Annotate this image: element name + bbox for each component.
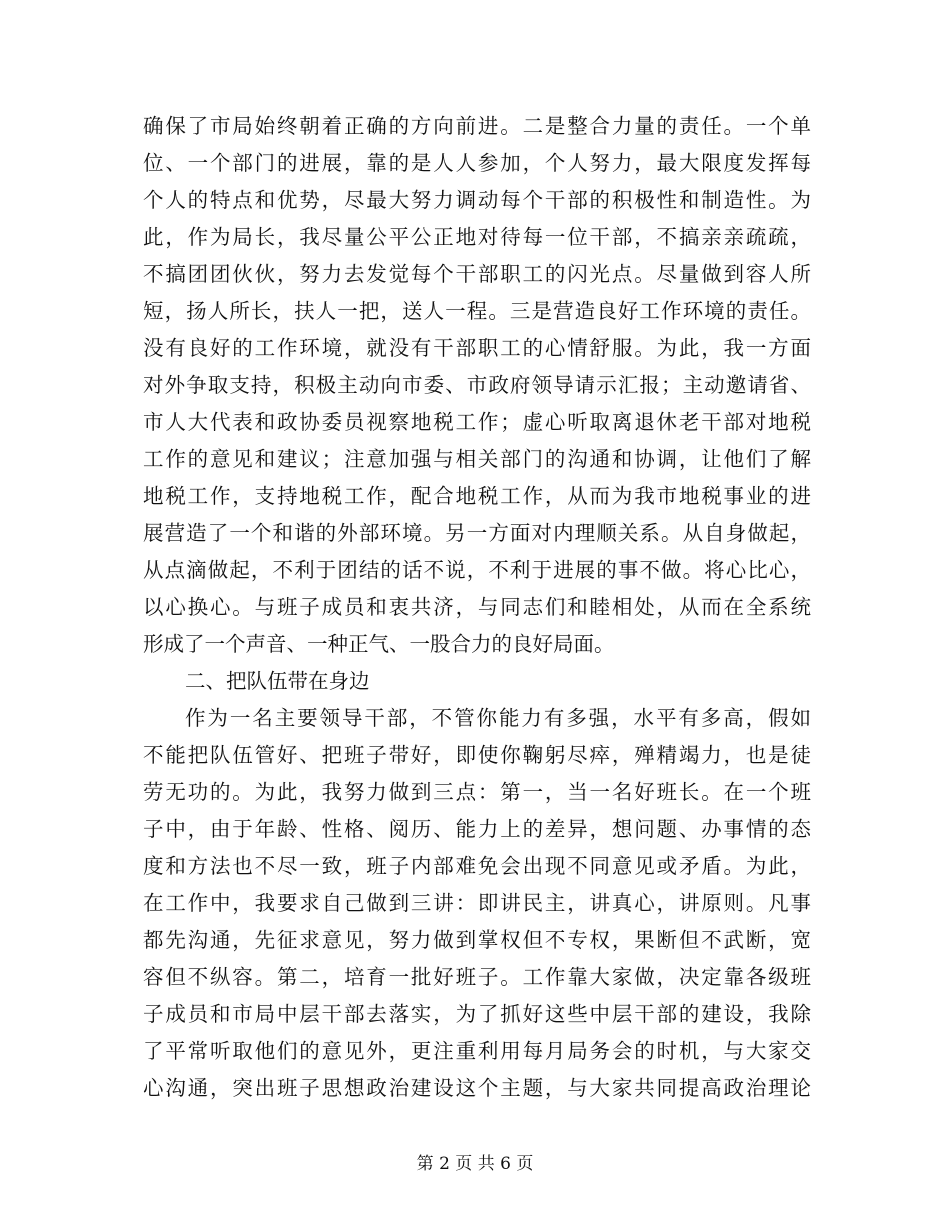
text-line-13: 从点滴做起，不利于团结的话不说，不利于进展的事不做。将心比心， xyxy=(143,558,811,582)
text-line-14: 以心换心。与班子成员和衷共济，与同志们和睦相处，从而在全系统 xyxy=(143,595,811,619)
text-line-7: 没有良好的工作环境，就没有干部职工的心情舒服。为此，我一方面 xyxy=(143,336,811,360)
text-line-22: 在工作中，我要求自己做到三讲：即讲民主，讲真心，讲原则。凡事 xyxy=(143,891,811,915)
body-text xyxy=(143,108,811,1107)
text-line-2: 位、一个部门的进展，靠的是人人参加，个人努力，最大限度发挥每 xyxy=(143,151,811,175)
page-footer: 第 2 页 共 6 页 xyxy=(416,1154,534,1174)
text-line-1: 确保了市局始终朝着正确的方向前进。二是整合力量的责任。一个单 xyxy=(143,114,811,138)
text-line-26: 了平常听取他们的意见外，更注重利用每月局务会的时机，与大家交 xyxy=(143,1039,811,1063)
text-line-24: 容但不纵容。第二，培育一批好班子。工作靠大家做，决定靠各级班 xyxy=(143,965,811,989)
text-line-12: 展营造了一个和谐的外部环境。另一方面对内理顺关系。从自身做起， xyxy=(143,521,811,545)
section-heading: 二、把队伍带在身边 xyxy=(185,669,370,693)
text-line-21: 度和方法也不尽一致，班子内部难免会出现不同意见或矛盾。为此， xyxy=(143,854,811,878)
text-line-27: 心沟通，突出班子思想政治建设这个主题，与大家共同提高政治理论 xyxy=(143,1076,811,1100)
text-line-23: 都先沟通，先征求意见，努力做到掌权但不专权，果断但不武断，宽 xyxy=(143,928,811,952)
text-line-25: 子成员和市局中层干部去落实，为了抓好这些中层干部的建设，我除 xyxy=(143,1002,811,1026)
text-line-18: 不能把队伍管好、把班子带好，即使你鞠躬尽瘁，殚精竭力，也是徒 xyxy=(143,743,811,767)
text-line-15: 形成了一个声音、一种正气、一股合力的良好局面。 xyxy=(143,632,615,656)
text-line-3: 个人的特点和优势，尽最大努力调动每个干部的积极性和制造性。为 xyxy=(143,188,811,212)
text-line-8: 对外争取支持，积极主动向市委、市政府领导请示汇报；主动邀请省、 xyxy=(143,373,811,397)
text-line-4: 此，作为局长，我尽量公平公正地对待每一位干部，不搞亲亲疏疏， xyxy=(143,225,811,249)
text-line-20: 子中，由于年龄、性格、阅历、能力上的差异，想问题、办事情的态 xyxy=(143,817,811,841)
text-line-19: 劳无功的。为此，我努力做到三点：第一，当一名好班长。在一个班 xyxy=(143,780,811,804)
text-line-6: 短，扬人所长，扶人一把，送人一程。三是营造良好工作环境的责任。 xyxy=(143,299,811,323)
text-line-17: 作为一名主要领导干部，不管你能力有多强，水平有多高，假如 xyxy=(185,706,811,730)
text-line-11: 地税工作，支持地税工作，配合地税工作，从而为我市地税事业的进 xyxy=(143,484,811,508)
text-line-5: 不搞团团伙伙，努力去发觉每个干部职工的闪光点。尽量做到容人所 xyxy=(143,262,811,286)
text-line-9: 市人大代表和政协委员视察地税工作；虚心听取离退休老干部对地税 xyxy=(143,410,811,434)
text-line-10: 工作的意见和建议；注意加强与相关部门的沟通和协调，让他们了解 xyxy=(143,447,811,471)
